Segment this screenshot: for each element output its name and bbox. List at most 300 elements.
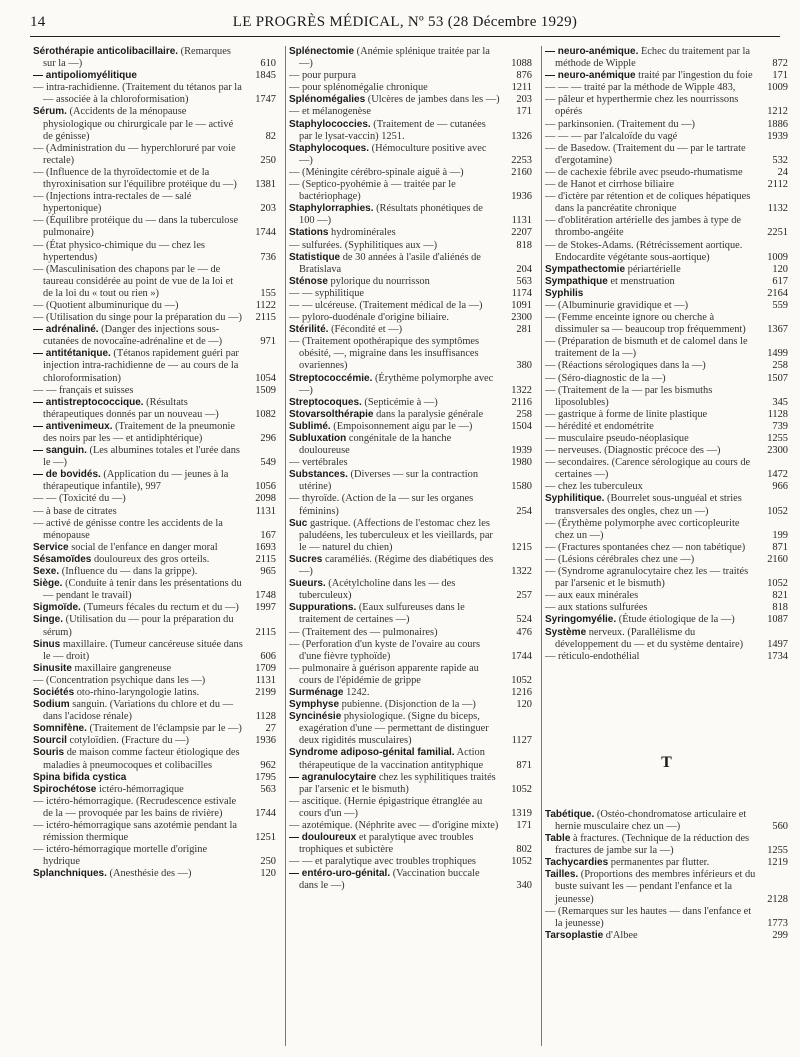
entry-description: (Érythème polymorphe avec —) [299, 372, 494, 396]
entry-description: — (Administration du — hyperchloruré par voie rectale) [33, 142, 236, 166]
entry-page-number: 736 [260, 251, 276, 263]
index-entry [545, 288, 788, 300]
index-entry [545, 312, 788, 336]
entry-text [289, 832, 500, 856]
entry-headword: — neuro-anémique [545, 70, 636, 82]
index-entry [33, 699, 276, 723]
entry-description: (Acétylcholine dans les — des tuberculeux) [299, 578, 456, 602]
index-entry [33, 167, 276, 191]
entry-description: (Remarques sur la —) [43, 46, 231, 70]
entry-page-number: 2128 [767, 893, 788, 905]
index-entry [289, 143, 532, 167]
entry-headword: — neuro-anémique. [545, 46, 639, 57]
entry-page-number: 258 [516, 408, 532, 420]
entry-description: — de cachexie fébrile avec pseudo-rhumatisme [545, 166, 743, 178]
index-entry [545, 143, 788, 167]
entry-description: — (Traitement des — pulmonaires) [289, 626, 438, 638]
entry-description: — (Équilibre protéique du — dans la tuberculose pulmonaire) [33, 215, 239, 239]
entry-text [289, 433, 500, 457]
index-entry [289, 796, 532, 820]
entry-description: à fractures. (Technique de la réduction des fractures de jambe sur la —) [555, 833, 750, 857]
index-entry [545, 833, 788, 857]
entry-headword: Symphyse [289, 699, 340, 711]
index-entry [289, 119, 532, 143]
index-entry [33, 324, 276, 348]
entry-text [289, 868, 500, 892]
entry-description: (Danger des injections sous-cutanées de novocaïne-adrénaline et de —) [43, 324, 223, 348]
entry-headword: Souris [33, 747, 65, 759]
entry-page-number: 971 [260, 336, 276, 348]
entry-text [289, 288, 500, 300]
index-entry [545, 336, 788, 360]
index-entry [33, 542, 276, 554]
entry-page-number: 340 [516, 880, 532, 892]
index-entry [33, 687, 276, 699]
entry-headword: — antipoliomyélitique [33, 70, 137, 82]
entry-text [33, 445, 244, 469]
index-entry [33, 578, 276, 602]
index-entry [289, 300, 532, 312]
entry-description: — — français et suisses [33, 384, 134, 396]
entry-headword: Surménage [289, 686, 344, 698]
entry-description: — sulfurées. (Syphilitiques aux —) [289, 239, 438, 251]
entry-page-number: 617 [772, 275, 788, 287]
index-entry [545, 70, 788, 82]
entry-text [33, 868, 244, 880]
entry-description: (Hémoculture positive avec —) [299, 142, 487, 166]
entry-headword: Splénectomie [289, 46, 355, 57]
entry-page-number: 1773 [767, 917, 788, 929]
entry-page-number: 802 [516, 844, 532, 856]
entry-description: (Influence du — dans la grippe). [59, 566, 198, 578]
entry-text [289, 578, 500, 602]
entry-headword: Syncinésie [289, 711, 342, 723]
entry-description: (Traitement de la pneumonie des noirs par les — et antidiphtérique) [43, 420, 236, 444]
entry-text [33, 663, 244, 675]
entry-description: — pyloro-duodénale d'origine biliaire. [289, 312, 449, 324]
index-entry [289, 167, 532, 179]
entry-description: — (Séro-diagnostic de la —) [545, 372, 666, 384]
entry-text [545, 46, 756, 70]
entry-page-number: 962 [260, 759, 276, 771]
index-entry [545, 179, 788, 191]
entry-page-number: 203 [516, 94, 532, 106]
entry-page-number: 1747 [255, 94, 276, 106]
entry-text [33, 784, 244, 796]
entry-description: — thyroïde. (Action de la — sur les organes féminins) [289, 493, 474, 517]
entry-text [545, 857, 756, 869]
index-entry [33, 663, 276, 675]
section-letter: T [661, 753, 672, 771]
entry-text [33, 639, 244, 663]
entry-description: permanentes par flutter. [608, 857, 710, 869]
entry-description: (Anémie splénique traitée par la —) [299, 46, 490, 70]
index-entry [545, 131, 788, 143]
entry-description: 1242. [343, 686, 370, 698]
entry-description: ictéro-hémorragique [96, 783, 184, 795]
entry-page-number: 1215 [511, 541, 532, 553]
entry-description: traité par l'ingestion du foie [635, 70, 753, 82]
index-entry [289, 179, 532, 203]
entry-page-number: 1131 [255, 505, 276, 517]
entry-description: (Vaccination buccale dans le —) [299, 868, 480, 892]
entry-page-number: 257 [516, 590, 532, 602]
index-entry [289, 433, 532, 457]
entry-page-number: 171 [516, 106, 532, 118]
entry-description: congénitale de la hanche douloureuse [299, 433, 452, 457]
entry-text [545, 833, 756, 857]
entry-description: — vertébrales [289, 457, 348, 469]
entry-description: — d'ictère par rétention et de coliques hépatiques dans la pancréatite chronique [545, 191, 751, 215]
entry-description: — (Préparation de bismuth et de calomel dans le traitement de la —) [545, 336, 748, 360]
entry-text [289, 324, 500, 336]
entry-page-number: 1174 [511, 287, 532, 299]
entry-page-number: 818 [516, 239, 532, 251]
column-divider [541, 46, 542, 1046]
entry-text [545, 602, 756, 614]
entry-page-number: 2115 [255, 553, 276, 565]
entry-description: — (Quotient albuminurique du —) [33, 299, 179, 311]
header-rule [30, 36, 780, 37]
entry-text [545, 119, 756, 131]
entry-headword: — entéro-uro-génital. [289, 868, 391, 880]
entry-headword: Sérum. [33, 106, 67, 118]
index-entry [33, 868, 276, 880]
index-entry [545, 240, 788, 264]
entry-text [33, 215, 244, 239]
entry-headword: Stérilité. [289, 324, 329, 336]
entry-text [33, 796, 244, 820]
entry-page-number: 1054 [255, 372, 276, 384]
entry-page-number: 380 [516, 360, 532, 372]
index-entry [545, 433, 788, 445]
entry-description: — (Érythème polymorphe avec corticopleurite chez un —) [545, 517, 740, 541]
entry-headword: Subluxation [289, 433, 347, 444]
entry-page-number: 1322 [511, 384, 532, 396]
entry-page-number: 1744 [255, 807, 276, 819]
entry-description: chez les syphilitiques traités par l'arsenic et le bismuth) [299, 771, 496, 795]
entry-headword: Siège. [33, 578, 63, 590]
index-entry [289, 276, 532, 288]
entry-headword: Syphilitique. [545, 493, 605, 505]
entry-description: — secondaires. (Carence sérologique au cours de certaines —) [545, 457, 751, 481]
entry-text [289, 312, 500, 324]
entry-description: dans la paralysie générale [373, 408, 484, 420]
entry-description: — (Utilisation du singe pour la préparation du —) [33, 312, 242, 324]
entry-text [545, 493, 756, 517]
entry-page-number: 250 [260, 154, 276, 166]
entry-text [545, 312, 756, 336]
index-entry [545, 360, 788, 372]
entry-page-number: 2199 [255, 686, 276, 698]
entry-headword: Service [33, 541, 69, 553]
entry-description: pylorique du nourrisson [327, 275, 430, 287]
entry-text [289, 820, 500, 832]
index-entry [545, 651, 788, 663]
entry-page-number: 1131 [511, 215, 532, 227]
entry-text [33, 506, 244, 518]
entry-text [33, 300, 244, 312]
entry-description: social de l'enfance en danger moral [68, 541, 218, 553]
index-entry [33, 300, 276, 312]
entry-text [289, 203, 500, 227]
entry-page-number: 1939 [767, 130, 788, 142]
index-entry [33, 639, 276, 663]
entry-description: (Conduite à tenir dans les présentations du — pendant le travail) [43, 578, 242, 602]
entry-page-number: 1052 [511, 674, 532, 686]
entry-text [289, 143, 500, 167]
entry-page-number: 171 [516, 820, 532, 831]
entry-text [289, 772, 500, 796]
entry-page-number: 1497 [767, 638, 788, 650]
entry-description: — ictéro-hémorragique. (Recrudescence estivale de la — provoquée par les bains de rivière) [33, 795, 237, 819]
entry-description: — nerveuses. (Diagnostic précoce des —) [545, 445, 721, 457]
entry-description: — azotémique. (Néphrite avec — d'origine mixte) [289, 820, 499, 831]
entry-description: (Les albumines totales et l'urée dans le —) [43, 445, 240, 469]
entry-text [289, 300, 500, 312]
entry-text [289, 627, 500, 639]
entry-headword: — antivenimeux. [33, 420, 113, 432]
entry-text [289, 711, 500, 747]
index-entry [289, 578, 532, 602]
entry-description: (Ulcères de jambes dans les —) [365, 94, 500, 106]
entry-page-number: 1128 [255, 711, 276, 723]
entry-text [289, 179, 500, 203]
index-entry [289, 627, 532, 639]
entry-description: (Résultats phonétiques de 100 —) [299, 203, 483, 227]
entry-description: — de Basedow. (Traitement du — par le tartrate d'ergotamine) [545, 142, 746, 166]
entry-page-number: 1052 [511, 783, 532, 795]
entry-page-number: 281 [516, 324, 532, 336]
index-entry [289, 639, 532, 663]
index-entry [289, 203, 532, 227]
index-entry [289, 70, 532, 82]
entry-headword: Splanchniques. [33, 868, 107, 880]
index-entry [545, 385, 788, 409]
entry-page-number: 563 [516, 275, 532, 287]
entry-page-number: 1734 [767, 650, 788, 662]
entry-page-number: 1744 [511, 650, 532, 662]
entry-description: (Diverses — sur la contraction utérine) [299, 469, 479, 493]
entry-page-number: 560 [772, 820, 788, 832]
entry-page-number: 2300 [767, 445, 788, 457]
entry-text [545, 614, 756, 626]
index-entry [289, 856, 532, 868]
index-entry [545, 119, 788, 131]
entry-text [33, 554, 244, 566]
entry-headword: — de bovidés. [33, 469, 101, 481]
entry-page-number: 1255 [767, 845, 788, 857]
entry-description: caraméliés. (Régime des diabétiques des —) [299, 553, 494, 578]
entry-text [545, 264, 756, 276]
entry-page-number: 204 [516, 263, 532, 275]
entry-headword: Sésamoïdes [33, 553, 92, 565]
entry-page-number: 1122 [255, 299, 276, 311]
entry-description: (Traitement de — cutanées par le lysat-vaccin) 1251. [299, 118, 486, 142]
index-entry [545, 300, 788, 312]
entry-description: — aux eaux minérales [545, 590, 639, 602]
entry-description: — (Lésions cérébrales chez une —) [545, 553, 695, 565]
index-entry [545, 445, 788, 457]
entry-page-number: 2207 [511, 227, 532, 239]
entry-description: — (Injections intra-rectales de — salé hypertonique) [33, 191, 192, 215]
entry-description: — — — traité par la méthode de Wipple 483, [545, 82, 736, 94]
entry-page-number: 872 [772, 58, 788, 70]
entry-headword: Staphylorraphies. [289, 203, 374, 215]
entry-description: — — — par l'alcaloïde du vagé [545, 130, 678, 142]
entry-page-number: 1132 [767, 203, 788, 215]
entry-description: — — et paralytique avec troubles trophiques [289, 856, 476, 868]
entry-text [545, 276, 756, 288]
entry-text [545, 542, 756, 554]
entry-text [289, 227, 500, 239]
entry-page-number: 1326 [511, 130, 532, 142]
entry-page-number: 2164 [767, 287, 788, 299]
entry-description: hydrominérales [328, 227, 396, 239]
entry-text [33, 675, 244, 687]
entry-headword: — antistreptococcique. [33, 396, 144, 408]
index-entry [33, 264, 276, 300]
entry-text [545, 191, 756, 215]
entry-description: — gastrique à forme de linite plastique [545, 408, 708, 420]
index-entry [289, 711, 532, 747]
entry-description: — (Syndrome agranulocytaire chez les — traités par l'arsenic et le bismuth) [545, 566, 749, 590]
entry-description: — ictéro-hémorragique mortelle d'origine hydrique [33, 844, 208, 868]
entry-description: pubienne. (Disjonction de la —) [339, 699, 476, 711]
entry-page-number: 524 [516, 614, 532, 626]
index-entry [33, 493, 276, 505]
entry-page-number: 1795 [255, 771, 276, 783]
entry-description: — pour splénomégalie chronique [289, 82, 428, 94]
entry-description: de 30 années à l'asile d'aliénés de Bratislava [299, 251, 481, 275]
entry-page-number: 549 [260, 457, 276, 469]
index-entry [289, 493, 532, 517]
entry-page-number: 1127 [511, 735, 532, 747]
index-entry [289, 336, 532, 372]
entry-text [33, 421, 244, 445]
entry-description: nerveux. (Parallélisme du développement du — et du système dentaire) [555, 626, 744, 650]
index-entry [33, 215, 276, 239]
index-entry [33, 723, 276, 735]
entry-description: gastrique. (Affections de l'estomac chez les paludéens, les tuberculeux et les vieillards, par le — naturel du chien) [299, 517, 493, 553]
entry-page-number: 2115 [255, 312, 276, 324]
entry-page-number: 203 [260, 203, 276, 215]
entry-headword: — antitétanique. [33, 348, 111, 360]
entry-text [289, 240, 500, 252]
entry-description: — parkinsonien. (Traitement du —) [545, 118, 695, 130]
entry-text [289, 639, 500, 663]
entry-description: et paralytique avec troubles trophiques et subictère [299, 832, 474, 856]
entry-description: — (État physico-chimique du — chez les hypertendus) [33, 239, 205, 263]
entry-text [545, 457, 756, 481]
entry-page-number: 2116 [511, 396, 532, 408]
entry-page-number: 1091 [511, 299, 532, 311]
entry-description: (Ostéo-chondromatose articulaire et hernie musculaire chez un —) [555, 808, 747, 832]
index-entry [289, 518, 532, 554]
entry-page-number: 821 [772, 590, 788, 602]
entry-headword: Staphylocoques. [289, 142, 370, 154]
entry-description: Action thérapeutique de la vaccination antityphique [299, 747, 485, 771]
entry-text [545, 869, 756, 905]
index-entry [545, 409, 788, 421]
entry-headword: Substances. [289, 469, 348, 481]
entry-text [545, 300, 756, 312]
index-entry [33, 397, 276, 421]
entry-text [289, 373, 500, 397]
entry-headword: Sympathectomie [545, 263, 626, 275]
entry-text [289, 518, 500, 554]
entry-description: — musculaire pseudo-néoplasique [545, 433, 689, 444]
entry-text [33, 493, 244, 505]
entry-text [33, 397, 244, 421]
entry-description: (Fécondité et —) [328, 324, 403, 336]
column-divider [285, 46, 286, 1046]
entry-page-number: 1936 [511, 191, 532, 203]
entry-text [289, 409, 500, 421]
entry-description: — activé de génisse contre les accidents de la ménopause [33, 517, 223, 541]
index-entry [33, 784, 276, 796]
index-entry [33, 421, 276, 445]
entry-description: (Proportions des membres inférieurs et du buste suivant les — pendant l'enfance et la jeunesse) [555, 869, 756, 905]
entry-description: (Accidents de la ménopause physiologique ou chirurgicale par le — activé de génisse) [43, 106, 234, 142]
entry-text [33, 385, 244, 397]
entry-headword: Sympathique [545, 275, 608, 287]
entry-headword: Tarsoplastie [545, 929, 604, 941]
entry-text [545, 360, 756, 372]
entry-page-number: 1709 [255, 662, 276, 674]
entry-description: — (Influence de la thyroïdectomie et de la thyroxinisation sur l'équilibre protéique du —) [33, 166, 237, 191]
index-entry [289, 687, 532, 699]
entry-headword: Tabétique. [545, 808, 595, 820]
entry-text [33, 106, 244, 142]
entry-description: — (Fractures spontanées chez — non tabétique) [545, 541, 746, 553]
index-entry [289, 397, 532, 409]
index-entry [33, 106, 276, 142]
entry-description: (Résultats thérapeutiques donnés par un nouveau —) [43, 396, 219, 420]
entry-page-number: 739 [772, 420, 788, 432]
index-entry [545, 809, 788, 833]
entry-text [545, 167, 756, 179]
entry-page-number: 1219 [767, 857, 788, 869]
index-entry [545, 264, 788, 276]
entry-description: — (Traitement de la — par les bismuths liposolubles) [545, 384, 713, 408]
entry-page-number: 1472 [767, 469, 788, 481]
entry-headword: Streptococcémie. [289, 372, 373, 384]
entry-page-number: 2115 [255, 626, 276, 638]
index-entry [33, 312, 276, 324]
entry-text [545, 336, 756, 360]
index-entry [289, 699, 532, 711]
index-entry [33, 70, 276, 82]
index-entry [33, 506, 276, 518]
entry-headword: Sinusite [33, 662, 72, 674]
entry-headword: Tachycardies [545, 857, 609, 869]
entry-description: — pulmonaire à guérison apparente rapide au cours de l'épidémie de grippe [289, 662, 479, 686]
entry-description: — (Masculinisation des chapons par le — de taureau considérée au point de vue de la loi et de la loi du « tout ou rien ») [33, 263, 234, 299]
entry-description: oto-rhino-laryngologie latins. [74, 686, 200, 698]
entry-page-number: 1507 [767, 372, 788, 384]
entry-page-number: 1319 [511, 807, 532, 819]
entry-description: (Traitement de l'éclampsie par le —) [86, 723, 242, 735]
entry-text [33, 70, 244, 82]
entry-description: — (Remarques sur les hautes — dans l'enfance et la jeunesse) [545, 905, 752, 929]
index-entry [289, 469, 532, 493]
entry-description: (Bourrelet sous-unguéal et stries transversales des ongles, chez un —) [555, 493, 742, 517]
entry-description: — (Concentration psychique dans les —) [33, 674, 206, 686]
entry-text [545, 82, 756, 94]
index-column-1 [33, 46, 276, 1046]
entry-headword: Stations [289, 227, 329, 239]
